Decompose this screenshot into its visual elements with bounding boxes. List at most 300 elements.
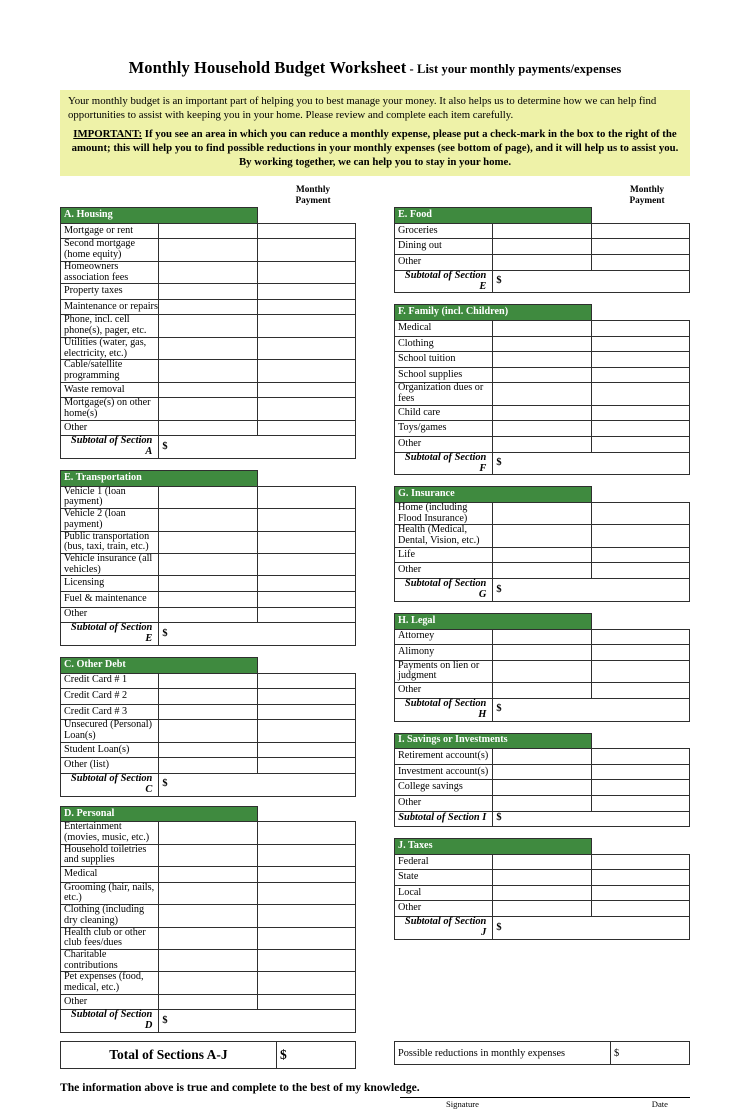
amount-input[interactable]: [159, 576, 257, 592]
section-header: F. Family (incl. Children): [395, 305, 592, 321]
amount-input[interactable]: [493, 503, 591, 525]
reduce-checkbox[interactable]: [591, 854, 689, 870]
row-label: Health (Medical, Dental, Vision, etc.): [395, 525, 493, 547]
reduce-checkbox[interactable]: [257, 239, 355, 261]
reduce-checkbox[interactable]: [257, 591, 355, 607]
amount-input[interactable]: [159, 949, 257, 971]
amount-input[interactable]: [159, 299, 257, 315]
amount-input[interactable]: [493, 780, 591, 796]
right-payment-header: [394, 185, 690, 207]
amount-input[interactable]: [159, 382, 257, 398]
row-label: Household toiletries and supplies: [61, 844, 159, 866]
section-header: H. Legal: [395, 613, 592, 629]
amount-input[interactable]: [159, 486, 257, 508]
row-label: Other: [395, 795, 493, 811]
table-row: [61, 284, 356, 300]
amount-input[interactable]: [493, 255, 591, 271]
section-e-food: [394, 207, 690, 293]
table-row: [61, 844, 356, 866]
subtotal-label: Subtotal of Section I: [395, 811, 493, 827]
subtotal-value[interactable]: $: [159, 773, 356, 796]
reduce-checkbox[interactable]: [257, 689, 355, 705]
table-row: [61, 607, 356, 623]
amount-input[interactable]: [159, 905, 257, 927]
subtotal-value[interactable]: $: [159, 1010, 356, 1033]
reduce-checkbox[interactable]: [257, 531, 355, 553]
section-c-other-debt: [60, 657, 356, 797]
row-label: Toys/games: [395, 421, 493, 437]
amount-input[interactable]: [493, 764, 591, 780]
amount-input[interactable]: [159, 882, 257, 904]
totals-row: [60, 1041, 690, 1069]
total-value[interactable]: $: [277, 1042, 356, 1069]
table-row: [395, 660, 690, 682]
reduce-checkbox[interactable]: [591, 336, 689, 352]
row-label: Vehicle 1 (loan payment): [61, 486, 159, 508]
amount-input[interactable]: [159, 822, 257, 844]
reduce-checkbox[interactable]: [591, 405, 689, 421]
subtotal-value[interactable]: $: [159, 623, 356, 646]
table-row: [395, 223, 690, 239]
payment-header-line1: Monthly: [295, 185, 331, 196]
row-label: Other: [61, 607, 159, 623]
table-row: [61, 972, 356, 994]
reduce-checkbox[interactable]: [257, 905, 355, 927]
subtotal-row: [395, 579, 690, 602]
table-row: [395, 437, 690, 453]
table-row: [61, 337, 356, 359]
section-j-taxes: [394, 838, 690, 940]
row-label: Utilities (water, gas, electricity, etc.): [61, 337, 159, 359]
reduce-checkbox[interactable]: [257, 758, 355, 774]
reduce-checkbox[interactable]: [257, 867, 355, 883]
amount-input[interactable]: [159, 994, 257, 1010]
table-row: [61, 867, 356, 883]
table-row: [395, 629, 690, 645]
row-label: Dining out: [395, 239, 493, 255]
subtotal-value[interactable]: $: [493, 698, 690, 721]
row-label: Other: [61, 994, 159, 1010]
row-label: Clothing: [395, 336, 493, 352]
total-sections-table: [60, 1041, 356, 1069]
date-label: Date: [651, 1099, 668, 1109]
row-label: Other: [395, 901, 493, 917]
reduce-checkbox[interactable]: [257, 284, 355, 300]
row-label: Phone, incl. cell phone(s), pager, etc.: [61, 315, 159, 337]
amount-input[interactable]: [493, 239, 591, 255]
reduce-checkbox[interactable]: [257, 261, 355, 283]
reduce-checkbox[interactable]: [257, 994, 355, 1010]
reduce-checkbox[interactable]: [257, 486, 355, 508]
reduce-checkbox[interactable]: [257, 509, 355, 531]
amount-input[interactable]: [159, 689, 257, 705]
table-row: [395, 563, 690, 579]
amount-input[interactable]: [159, 398, 257, 420]
table-row: [395, 854, 690, 870]
table-row: [61, 420, 356, 436]
row-label: Payments on lien or judgment: [395, 660, 493, 682]
table-row: [395, 352, 690, 368]
page-title: [0, 58, 750, 78]
payment-header-line2: Payment: [295, 195, 331, 206]
table-row: [395, 547, 690, 563]
reduce-checkbox[interactable]: [257, 704, 355, 720]
amount-input[interactable]: [493, 352, 591, 368]
amount-input[interactable]: [159, 337, 257, 359]
table-row: [61, 591, 356, 607]
amount-input[interactable]: [159, 742, 257, 758]
row-label: Fuel & maintenance: [61, 591, 159, 607]
signature-label: Signature: [446, 1099, 479, 1109]
table-row: [61, 673, 356, 689]
amount-input[interactable]: [493, 749, 591, 765]
reduce-checkbox[interactable]: [257, 742, 355, 758]
row-label: Medical: [61, 867, 159, 883]
row-label: Organization dues or fees: [395, 383, 493, 405]
reduce-checkbox[interactable]: [257, 382, 355, 398]
left-payment-header: [60, 185, 356, 207]
amount-input[interactable]: [159, 509, 257, 531]
payment-header-line2: Payment: [629, 195, 665, 206]
table-row: [395, 870, 690, 886]
table-row: [395, 255, 690, 271]
reduce-checkbox[interactable]: [257, 927, 355, 949]
section-header: A. Housing: [61, 208, 258, 224]
row-label: Federal: [395, 854, 493, 870]
reduce-checkbox[interactable]: [257, 337, 355, 359]
table-row: [395, 885, 690, 901]
amount-input[interactable]: [159, 223, 257, 239]
amount-input[interactable]: [159, 607, 257, 623]
reduce-checkbox[interactable]: [591, 437, 689, 453]
amount-input[interactable]: [493, 660, 591, 682]
row-label: Vehicle insurance (all vehicles): [61, 553, 159, 575]
subtotal-label: Subtotal of Section D: [61, 1010, 159, 1033]
amount-input[interactable]: [159, 553, 257, 575]
table-row: [395, 764, 690, 780]
table-row: [395, 525, 690, 547]
subtotal-value[interactable]: $: [493, 579, 690, 602]
row-label: Mortgage or rent: [61, 223, 159, 239]
reduce-checkbox[interactable]: [591, 367, 689, 383]
row-label: Vehicle 2 (loan payment): [61, 509, 159, 531]
row-label: Investment account(s): [395, 764, 493, 780]
amount-input[interactable]: [159, 315, 257, 337]
table-row: [61, 949, 356, 971]
row-label: Second mortgage (home equity): [61, 239, 159, 261]
reduction-value[interactable]: $: [611, 1042, 690, 1065]
reduce-checkbox[interactable]: [591, 547, 689, 563]
section-header: E. Food: [395, 208, 592, 224]
notice-important-label: IMPORTANT:: [73, 127, 143, 140]
row-label: Local: [395, 885, 493, 901]
subtotal-row: [395, 270, 690, 293]
subtotal-label: Subtotal of Section E: [395, 270, 493, 293]
row-label: Medical: [395, 321, 493, 337]
row-label: Child care: [395, 405, 493, 421]
subtotal-value[interactable]: $: [493, 917, 690, 940]
table-row: [395, 683, 690, 699]
table-row: [395, 367, 690, 383]
amount-input[interactable]: [493, 885, 591, 901]
payment-header-line1: Monthly: [629, 185, 665, 196]
reduce-checkbox[interactable]: [591, 660, 689, 682]
section-a-housing: [60, 207, 356, 459]
reduce-checkbox[interactable]: [257, 420, 355, 436]
amount-input[interactable]: [493, 321, 591, 337]
reduce-checkbox[interactable]: [257, 844, 355, 866]
reduce-checkbox[interactable]: [591, 683, 689, 699]
amount-input[interactable]: [159, 927, 257, 949]
reduce-checkbox[interactable]: [257, 720, 355, 742]
row-label: Other: [395, 255, 493, 271]
amount-input[interactable]: [493, 563, 591, 579]
reduce-checkbox[interactable]: [591, 255, 689, 271]
table-row: [61, 994, 356, 1010]
reduce-checkbox[interactable]: [257, 576, 355, 592]
page-title-sub: - List your monthly payments/expenses: [406, 62, 622, 76]
reduce-checkbox[interactable]: [591, 352, 689, 368]
amount-input[interactable]: [159, 284, 257, 300]
reduce-checkbox[interactable]: [591, 223, 689, 239]
reduce-checkbox[interactable]: [257, 398, 355, 420]
row-label: Unsecured (Personal) Loan(s): [61, 720, 159, 742]
amount-input[interactable]: [493, 383, 591, 405]
row-label: Grooming (hair, nails, etc.): [61, 882, 159, 904]
table-row: [61, 927, 356, 949]
amount-input[interactable]: [159, 531, 257, 553]
sections-columns: [60, 185, 690, 1033]
row-label: Home (including Flood Insurance): [395, 503, 493, 525]
row-label: School supplies: [395, 367, 493, 383]
row-label: Property taxes: [61, 284, 159, 300]
amount-input[interactable]: [159, 844, 257, 866]
row-label: Other (list): [61, 758, 159, 774]
amount-input[interactable]: [159, 673, 257, 689]
table-row: [395, 421, 690, 437]
subtotal-row: [61, 1010, 356, 1033]
amount-input[interactable]: [493, 645, 591, 661]
table-row: [395, 336, 690, 352]
reduce-checkbox[interactable]: [591, 503, 689, 525]
reduce-checkbox[interactable]: [591, 645, 689, 661]
table-row: [61, 239, 356, 261]
table-row: [395, 795, 690, 811]
subtotal-value[interactable]: $: [493, 270, 690, 293]
section-g-insurance: [394, 486, 690, 601]
section-header: J. Taxes: [395, 839, 592, 855]
amount-input[interactable]: [159, 591, 257, 607]
reduce-checkbox[interactable]: [257, 553, 355, 575]
table-row: [61, 576, 356, 592]
subtotal-label: Subtotal of Section A: [61, 436, 159, 459]
signature-line[interactable]: [400, 1083, 690, 1098]
row-label: Credit Card # 3: [61, 704, 159, 720]
table-row: [61, 905, 356, 927]
subtotal-row: [61, 623, 356, 646]
row-label: Clothing (including dry cleaning): [61, 905, 159, 927]
section-header: G. Insurance: [395, 487, 592, 503]
reduce-checkbox[interactable]: [591, 780, 689, 796]
signature-area: [400, 1083, 690, 1109]
amount-input[interactable]: [493, 795, 591, 811]
table-row: [61, 758, 356, 774]
reduce-checkbox[interactable]: [257, 223, 355, 239]
total-label: Total of Sections A-J: [61, 1042, 277, 1069]
reduce-checkbox[interactable]: [591, 749, 689, 765]
row-label: School tuition: [395, 352, 493, 368]
amount-input[interactable]: [493, 547, 591, 563]
row-label: College savings: [395, 780, 493, 796]
row-label: Entertainment (movies, music, etc.): [61, 822, 159, 844]
row-label: Credit Card # 1: [61, 673, 159, 689]
reduce-checkbox[interactable]: [591, 629, 689, 645]
amount-input[interactable]: [493, 870, 591, 886]
reduce-checkbox[interactable]: [591, 870, 689, 886]
reduce-checkbox[interactable]: [257, 673, 355, 689]
subtotal-row: [395, 698, 690, 721]
section-header: I. Savings or Investments: [395, 733, 592, 749]
row-label: Public transportation (bus, taxi, train, etc.): [61, 531, 159, 553]
row-label: Other: [61, 420, 159, 436]
reduce-checkbox[interactable]: [591, 383, 689, 405]
amount-input[interactable]: [159, 720, 257, 742]
table-row: [61, 704, 356, 720]
amount-input[interactable]: [493, 223, 591, 239]
table-row: [395, 503, 690, 525]
reduce-checkbox[interactable]: [257, 882, 355, 904]
section-f-family: [394, 304, 690, 475]
reduce-checkbox[interactable]: [257, 607, 355, 623]
table-row: [395, 645, 690, 661]
row-label: Waste removal: [61, 382, 159, 398]
reduce-checkbox[interactable]: [257, 949, 355, 971]
table-row: [61, 689, 356, 705]
table-row: [395, 239, 690, 255]
row-label: Homeowners association fees: [61, 261, 159, 283]
amount-input[interactable]: [493, 336, 591, 352]
section-header: E. Transportation: [61, 471, 258, 487]
row-label: Retirement account(s): [395, 749, 493, 765]
reduce-checkbox[interactable]: [257, 299, 355, 315]
reduction-label: Possible reductions in monthly expenses: [395, 1042, 611, 1065]
amount-input[interactable]: [493, 525, 591, 547]
subtotal-label: Subtotal of Section E: [61, 623, 159, 646]
reduce-checkbox[interactable]: [591, 885, 689, 901]
row-label: Health club or other club fees/dues: [61, 927, 159, 949]
reduce-checkbox[interactable]: [257, 972, 355, 994]
amount-input[interactable]: [159, 261, 257, 283]
amount-input[interactable]: [493, 405, 591, 421]
section-header: C. Other Debt: [61, 657, 258, 673]
amount-input[interactable]: [159, 239, 257, 261]
notice-box: [60, 90, 690, 176]
row-label: Alimony: [395, 645, 493, 661]
right-column: [394, 185, 690, 940]
amount-input[interactable]: [159, 758, 257, 774]
subtotal-row: [395, 452, 690, 475]
reduce-checkbox[interactable]: [591, 764, 689, 780]
subtotal-label: Subtotal of Section C: [61, 773, 159, 796]
section-header: D. Personal: [61, 806, 258, 822]
subtotal-label: Subtotal of Section J: [395, 917, 493, 940]
row-label: Other: [395, 683, 493, 699]
section-e-transportation: [60, 470, 356, 646]
reduce-checkbox[interactable]: [591, 525, 689, 547]
subtotal-value[interactable]: $: [159, 436, 356, 459]
reduce-checkbox[interactable]: [591, 563, 689, 579]
amount-input[interactable]: [159, 360, 257, 382]
amount-input[interactable]: [493, 421, 591, 437]
section-h-legal: [394, 613, 690, 722]
amount-input[interactable]: [159, 420, 257, 436]
amount-input[interactable]: [493, 367, 591, 383]
table-row: [395, 780, 690, 796]
subtotal-value[interactable]: $: [493, 811, 690, 827]
section-d-personal: [60, 806, 356, 1033]
table-row: [61, 822, 356, 844]
reduce-checkbox[interactable]: [257, 360, 355, 382]
table-row: [61, 509, 356, 531]
notice-intro: Your monthly budget is an important part of helping you to best manage your money. It also helps us to determine how we can help find opportunities to assist with keeping you in your home. Please review and complete each item carefully.: [68, 95, 657, 122]
amount-input[interactable]: [159, 867, 257, 883]
subtotal-label: Subtotal of Section H: [395, 698, 493, 721]
table-row: [395, 749, 690, 765]
page-title-main: Monthly Household Budget Worksheet: [128, 58, 407, 77]
truth-statement: The information above is true and complete to the best of my knowledge.: [60, 1081, 420, 1095]
table-row: [61, 720, 356, 742]
reduce-checkbox[interactable]: [257, 315, 355, 337]
amount-input[interactable]: [493, 437, 591, 453]
table-row: [61, 553, 356, 575]
table-row: [61, 742, 356, 758]
footer: [60, 1081, 690, 1109]
subtotal-row: [61, 773, 356, 796]
row-label: Attorney: [395, 629, 493, 645]
subtotal-label: Subtotal of Section G: [395, 579, 493, 602]
table-row: [395, 321, 690, 337]
amount-input[interactable]: [493, 683, 591, 699]
amount-input[interactable]: [493, 629, 591, 645]
reduce-checkbox[interactable]: [591, 239, 689, 255]
amount-input[interactable]: [159, 972, 257, 994]
reduce-checkbox[interactable]: [591, 321, 689, 337]
reduce-checkbox[interactable]: [591, 421, 689, 437]
row-label: Pet expenses (food, medical, etc.): [61, 972, 159, 994]
subtotal-row: [395, 811, 690, 827]
amount-input[interactable]: [159, 704, 257, 720]
reduce-checkbox[interactable]: [591, 795, 689, 811]
amount-input[interactable]: [493, 854, 591, 870]
table-row: [395, 383, 690, 405]
subtotal-label: Subtotal of Section F: [395, 452, 493, 475]
reduce-checkbox[interactable]: [257, 822, 355, 844]
subtotal-value[interactable]: $: [493, 452, 690, 475]
amount-input[interactable]: [493, 901, 591, 917]
table-row: [61, 398, 356, 420]
possible-reductions-table: [394, 1041, 690, 1065]
row-label: Student Loan(s): [61, 742, 159, 758]
table-row: [61, 360, 356, 382]
row-label: Other: [395, 563, 493, 579]
reduce-checkbox[interactable]: [591, 901, 689, 917]
table-row: [61, 882, 356, 904]
notice-important-text: If you see an area in which you can reduce a monthly expense, please put a check-mark in the box to the right of the amount; this will help you to find possible reductions in your monthly expenses (see bottom of page), and it will help us to assist you. By working together, we can help you to stay in your home.: [71, 127, 679, 168]
row-label: Charitable contributions: [61, 949, 159, 971]
table-row: [61, 261, 356, 283]
subtotal-row: [395, 917, 690, 940]
table-row: [61, 531, 356, 553]
